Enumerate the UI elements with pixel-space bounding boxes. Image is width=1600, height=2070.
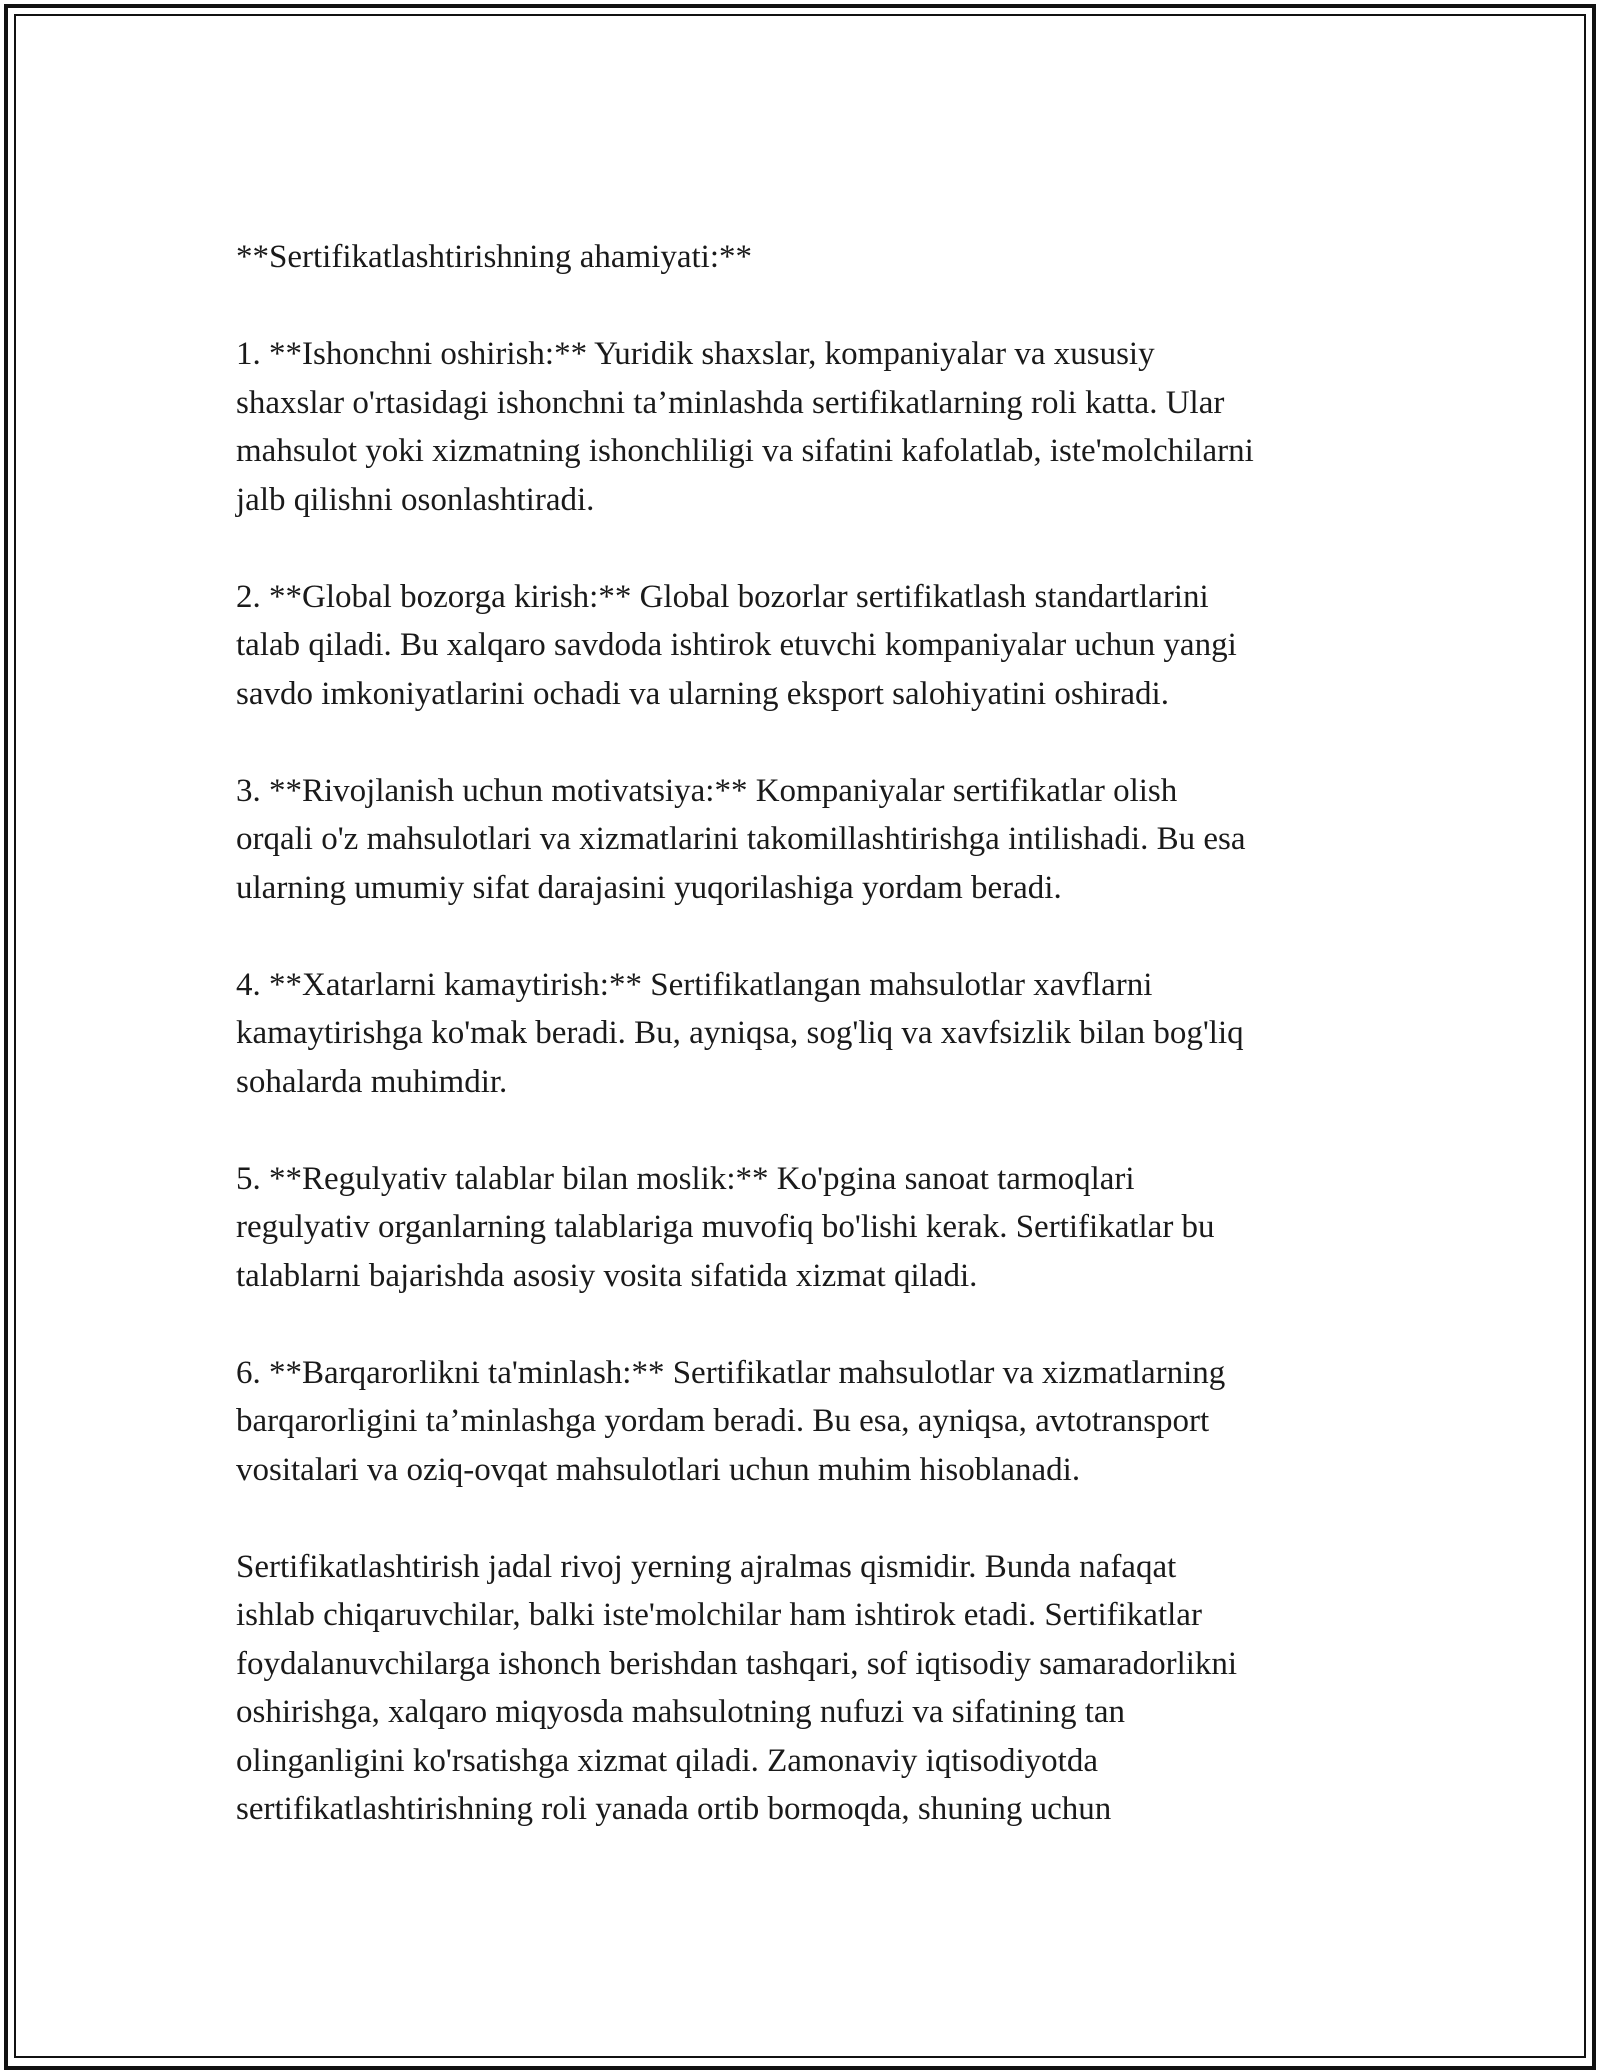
list-item-5: 5. **Regulyativ talablar bilan moslik:** Ko'pgina sanoat tarmoqlari regulyativ organlarning talablariga muvofiq bo'lishi kerak. Sertifikatlar bu talablarni bajarishda asosiy vosita sifatida xizmat qiladi. bbox=[236, 1160, 1215, 1294]
list-item-6: 6. **Barqarorlikni ta'minlash:** Sertifikatlar mahsulotlar va xizmatlarning barqarorligini ta’minlashga yordam beradi. Bu esa, ayniqsa, avtotransport vositalari va oziq-ovqat mahsulotlari uchun muhim hisoblanadi. bbox=[236, 1354, 1226, 1488]
list-item-1: 1. **Ishonchni oshirish:** Yuridik shaxslar, kompaniyalar va xususiy shaxslar o'rtasidagi ishonchni ta’minlashda sertifikatlarning roli katta. Ular mahsulot yoki xizmatning ishonchliligi va sifatini kafolatlab, iste'molchilarni jalb qilishni osonlashtiradi. bbox=[236, 336, 1254, 518]
document-body bbox=[236, 233, 1376, 1834]
list-item-4: 4. **Xatarlarni kamaytirish:** Sertifikatlangan mahsulotlar xavflarni kamaytirishga ko'mak beradi. Bu, ayniqsa, sog'liq va xavfsizlik bilan bog'liq sohalarda muhimdir. bbox=[236, 966, 1244, 1100]
list-item-3: 3. **Rivojlanish uchun motivatsiya:** Kompaniyalar sertifikatlar olish orqali o'z mahsulotlari va xizmatlarini takomillashtirishga intilishadi. Bu esa ularning umumiy sifat darajasini yuqorilashiga yordam beradi. bbox=[236, 772, 1246, 906]
conclusion-paragraph: Sertifikatlashtirish jadal rivoj yerning ajralmas qismidir. Bunda nafaqat ishlab chiqaruvchilar, balki iste'molchilar ham ishtirok etadi. Sertifikatlar foydalanuvchilarga ishonch berishdan tashqari, sof iqtisodiy samaradorlikni oshirishga, xalqaro miqyosda mahsulotning nufuzi va sifatining tan olinganligini ko'rsatishga xizmat qiladi. Zamonaviy iqtisodiyotda sertifikatlashtirishning roli yanada ortib bormoqda, shuning uchun bbox=[236, 1548, 1238, 1827]
document-title: **Sertifikatlashtirishning ahamiyati:** bbox=[236, 239, 752, 275]
list-item-2: 2. **Global bozorga kirish:** Global bozorlar sertifikatlash standartlarini talab qiladi. Bu xalqaro savdoda ishtirok etuvchi kompaniyalar uchun yangi savdo imkoniyatlarini ochadi va ularning eksport salohiyatini oshiradi. bbox=[236, 578, 1237, 712]
